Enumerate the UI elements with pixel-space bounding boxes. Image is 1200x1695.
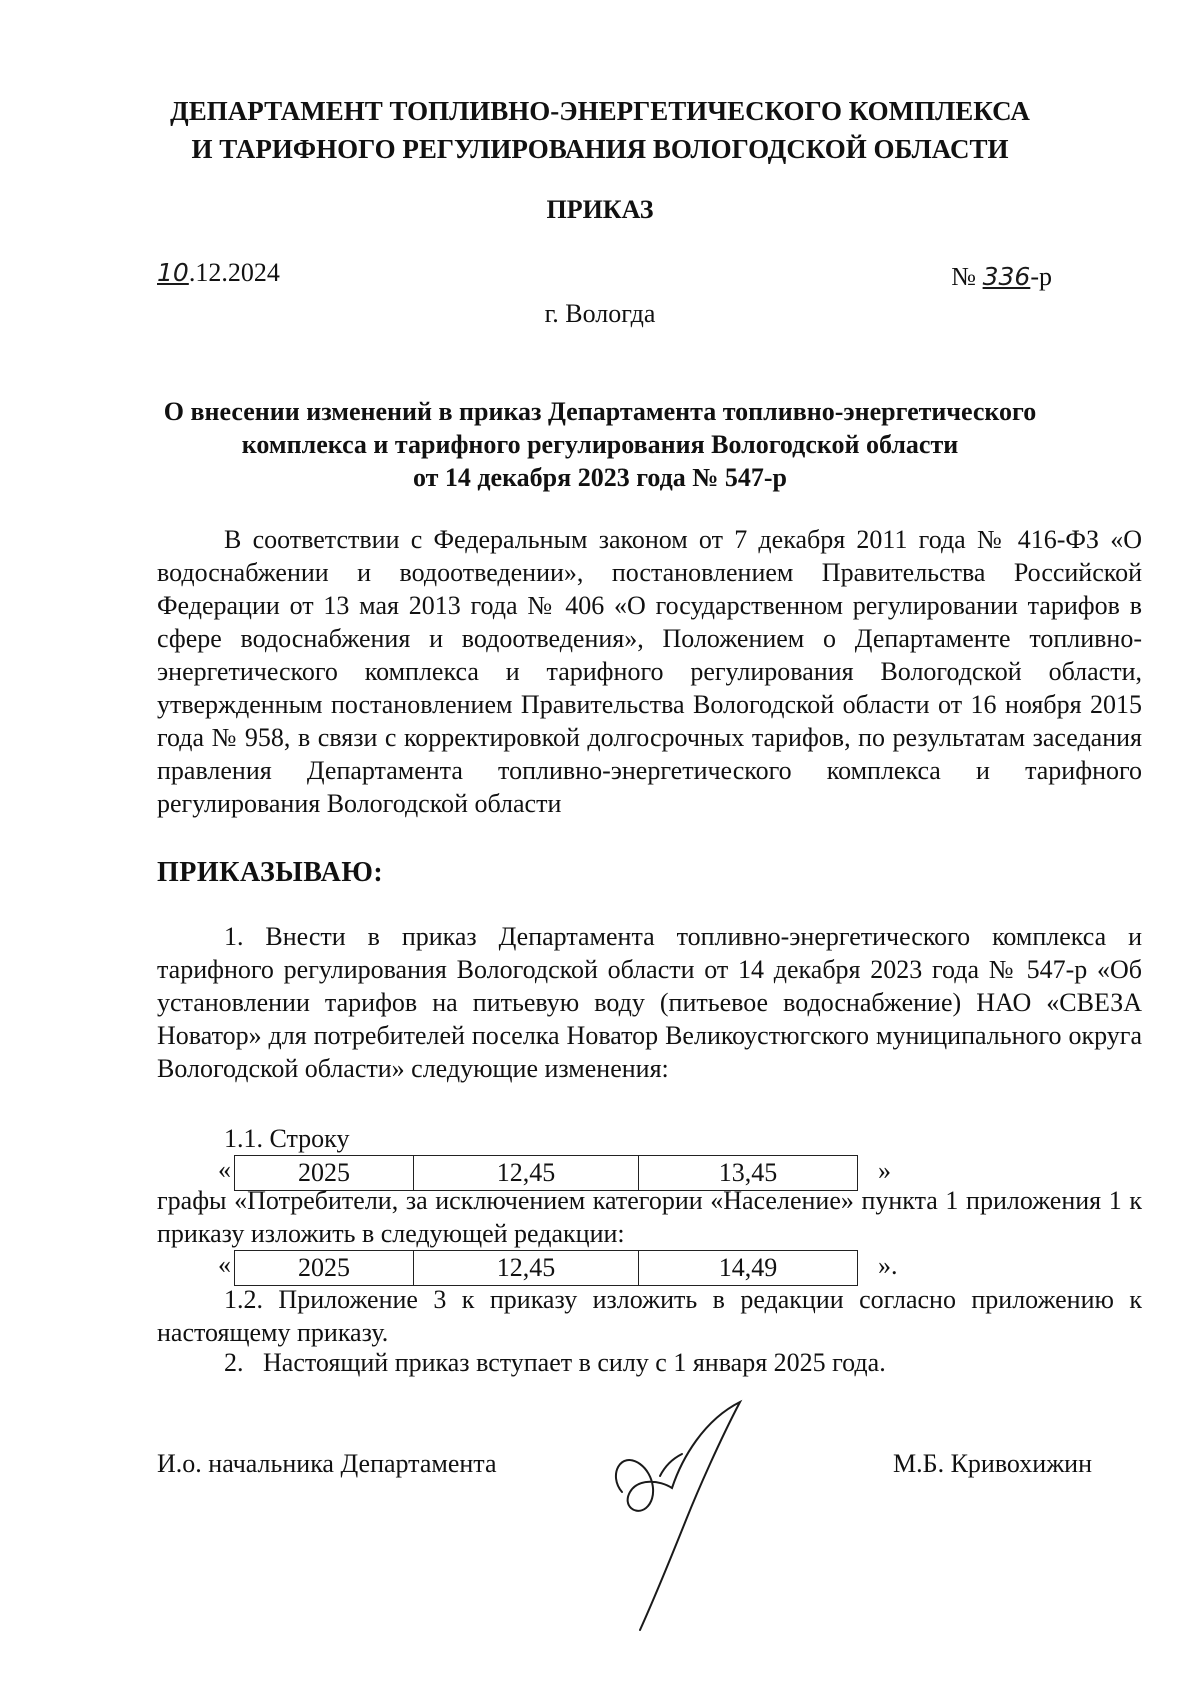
number-suffix: -р	[1030, 262, 1052, 291]
signature-stroke	[616, 1402, 740, 1630]
department-line-1: ДЕПАРТАМЕНТ ТОПЛИВНО-ЭНЕРГЕТИЧЕСКОГО КОМПЛЕКСА	[170, 96, 1030, 126]
row-new-value-1: 12,45	[414, 1250, 639, 1286]
item-1-paragraph: 1. Внести в приказ Департамента топливно-энергетического комплекса и тарифного регулирования Вологодской области от 14 декабря 2023 года № 547-р «Об установлении тарифов на питьевую воду (питьевое водоснабжение) НАО «СВЕЗА Новатор» для потребителей поселка Новатор Великоустюгского муниципального округа Вологодской области» следующие изменения:	[157, 922, 1142, 1083]
date-day-handwritten: 10	[157, 258, 189, 287]
signer-position: И.о. начальника Департамента	[157, 1449, 497, 1478]
item-2: 2. Настоящий приказ вступает в силу с 1 января 2025 года.	[224, 1348, 886, 1377]
subject-line-2: комплекса и тарифного регулирования Вологодской области	[241, 430, 959, 459]
row-old-value-2: 13,45	[639, 1155, 858, 1191]
order-subject	[0, 395, 1200, 494]
date-rest: .12.2024	[188, 258, 280, 287]
tariff-row-new	[234, 1250, 858, 1286]
order-number	[951, 262, 1052, 292]
number-prefix: №	[951, 262, 977, 291]
number-handwritten: 336	[982, 262, 1031, 291]
row-new-value-2: 14,49	[639, 1250, 858, 1286]
subitem-1-2: 1.2. Приложение 3 к приказу изложить в редакции согласно приложению к настоящему приказу.	[157, 1285, 1142, 1347]
row-new-close-quote: ».	[878, 1251, 898, 1280]
department-line-2: И ТАРИФНОГО РЕГУЛИРОВАНИЯ ВОЛОГОДСКОЙ ОБЛАСТИ	[191, 134, 1009, 164]
row-old-year: 2025	[234, 1155, 414, 1191]
subitem-1-1: 1.1. Строку	[224, 1124, 350, 1153]
department-header	[0, 92, 1200, 168]
order-date	[157, 258, 280, 288]
subject-line-1: О внесении изменений в приказ Департамента топливно-энергетического	[163, 397, 1037, 426]
city: г. Вологда	[544, 299, 656, 328]
row-old-value-1: 12,45	[414, 1155, 639, 1191]
preamble-paragraph: В соответствии с Федеральным законом от 7 декабря 2011 года № 416-ФЗ «О водоснабжении и водоотведении», постановлением Правительства Российской Федерации от 13 мая 2013 года № 406 «О государственном регулировании тарифов в сфере водоснабжения и водоотведения», Положением о Департаменте топливно-энергетического комплекса и тарифного регулирования Вологодской области, утвержденным постановлением Правительства Вологодской области от 16 ноября 2015 года № 958, в связи с корректировкой долгосрочных тарифов, по результатам заседания правления Департамента топливно-энергетического комплекса и тарифного регулирования Вологодской области	[157, 525, 1142, 818]
order-title: ПРИКАЗ	[546, 195, 654, 224]
signer-name: М.Б. Кривохижин	[893, 1449, 1092, 1478]
subject-line-3: от 14 декабря 2023 года № 547-р	[412, 463, 788, 492]
row-old-open-quote: «	[218, 1155, 231, 1184]
row-new-year: 2025	[234, 1250, 414, 1286]
signature-image	[600, 1380, 760, 1640]
row-new-open-quote: «	[218, 1250, 231, 1279]
order-word: ПРИКАЗЫВАЮ:	[157, 857, 384, 888]
row-old-close-quote: »	[878, 1156, 891, 1185]
grafy-paragraph: графы «Потребители, за исключением категории «Население» пункта 1 приложения 1 к приказу изложить в следующей редакции:	[157, 1186, 1142, 1248]
